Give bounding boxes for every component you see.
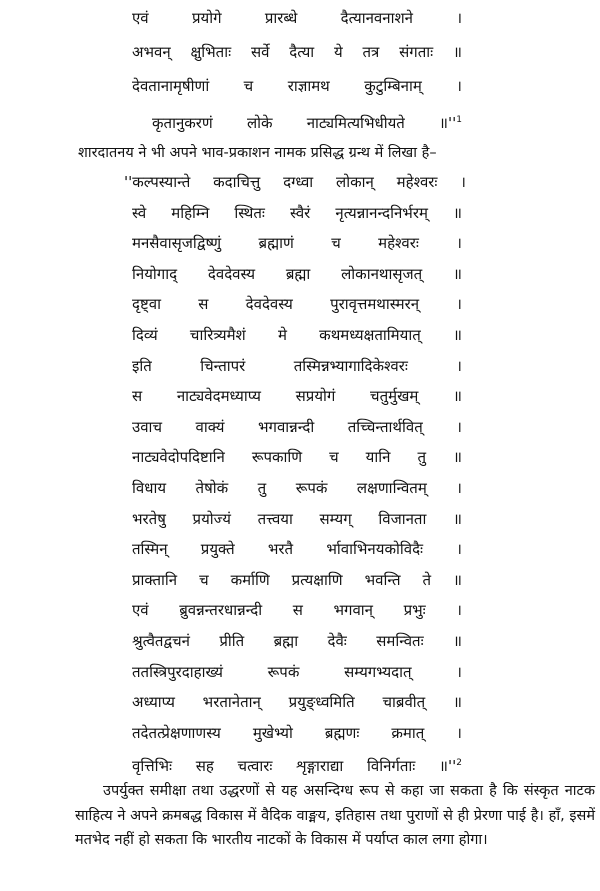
footnote-mark: 2 bbox=[456, 758, 462, 769]
verse-line: श्रुत्वैतद्वचनं प्रीति ब्रह्मा देवैः समन्वितः ॥ bbox=[132, 632, 462, 650]
verse-line: दृष्ट्वा स देवदेवस्य पुरावृत्तमथास्मरन् । bbox=[132, 295, 462, 314]
verse-line: इति चिन्तापरं तस्मिन्नभ्यागादिकेश्वरः । bbox=[132, 356, 462, 375]
verse-text: वृत्तिभिः सह चत्वारः शृङ्गाराद्या विनिर्गताः ॥'' bbox=[132, 757, 457, 776]
verse-line: उवाच वाक्यं भगवान्नन्दी तच्चिन्तार्थवित् । bbox=[132, 417, 462, 436]
verse-line: ततस्त्रिपुरदाहाख्यं रूपकं सम्यगभ्यदात् । bbox=[132, 662, 462, 681]
verse-line: देवतानामृषीणां च राज्ञामथ कुटुम्बिनाम् । bbox=[132, 77, 462, 95]
verse-line: दिव्यं चारित्र्यमैशं मे कथमध्यक्षतामियात् ॥ bbox=[132, 326, 462, 344]
verse-line bbox=[132, 753, 462, 776]
verse-line: अध्याप्य भरतानेतान् प्रयुङ्ध्वमिति चाब्रवीत् ॥ bbox=[132, 693, 462, 712]
verse-line: नियोगाद् देवदेवस्य ब्रह्मा लोकानथासृजत् ॥ bbox=[132, 264, 462, 283]
conclusion-text: उपर्युक्त समीक्षा तथा उद्धरणों से यह असन्दिग्ध रूप से कहा जा सकता है कि संस्कृत नाटक साहित्य ने अपने क्रमबद्ध विकास में वैदिक वाङ्मय, इतिहास तथा पुराणों से ही प्रेरणा पाई है। हाँ, इसमें मतभेद नहीं हो सकता कि भारतीय नाटकों के विकास में पर्याप्त काल लगा होगा। bbox=[75, 783, 595, 848]
footnote-mark: 1 bbox=[456, 115, 462, 125]
verse-line: मनसैवासृजद्विष्णुं ब्रह्माणं च महेश्वरः । bbox=[132, 234, 462, 253]
verse-line: ''कल्पस्यान्ते कदाचित्तु दग्ध्वा लोकान् महेश्वरः । bbox=[124, 173, 466, 191]
verse-line: स्वे महिम्नि स्थितः स्वैरं नृत्यन्नानन्दनिर्भरम् ॥ bbox=[132, 203, 462, 222]
intro-line: शारदातनय ने भी अपने भाव-प्रकाशन नामक प्रसिद्ध ग्रन्थ में लिखा है– bbox=[78, 145, 437, 161]
verse-line: अभवन् क्षुभिताः सर्वे दैत्या ये तत्र संगताः ॥ bbox=[132, 43, 462, 61]
verse-line: प्राक्तानि च कर्माणि प्रत्यक्षाणि भवन्ति ते ॥ bbox=[132, 570, 462, 589]
verse-line: एवं ब्रुवन्नन्तरधान्नन्दी स भगवान् प्रभुः । bbox=[132, 601, 462, 620]
verse-line: तदेतत्प्रेक्षणाणस्य मुखेभ्यो ब्रह्मणः क्रमात् । bbox=[132, 723, 462, 742]
verse-line: तस्मिन् प्रयुक्ते भरतै र्भावाभिनयकोविदैः । bbox=[132, 540, 462, 559]
verse-text: कृतानुकरणं लोके नाट्यमित्यभिधीयते ॥'' bbox=[152, 114, 457, 132]
verse-line: भरतेषु प्रयोज्यं तत्त्वया सम्यग् विजानता ॥ bbox=[132, 509, 462, 528]
verse-line: स नाट्यवेदमध्याप्य सप्रयोगं चतुर्मुखम् ॥ bbox=[132, 387, 462, 406]
verse-line: एवं प्रयोगे प्रारब्धे दैत्यानवनाशने । bbox=[132, 9, 462, 27]
conclusion-paragraph bbox=[75, 779, 595, 853]
verse-line: विधाय तेषोकं तु रूपकं लक्षणान्वितम् । bbox=[132, 479, 462, 497]
verse-line: नाट्यवेदोपदिष्टानि रूपकाणि च यानि तु ॥ bbox=[132, 448, 462, 467]
verse-line-with-mark bbox=[152, 110, 462, 133]
